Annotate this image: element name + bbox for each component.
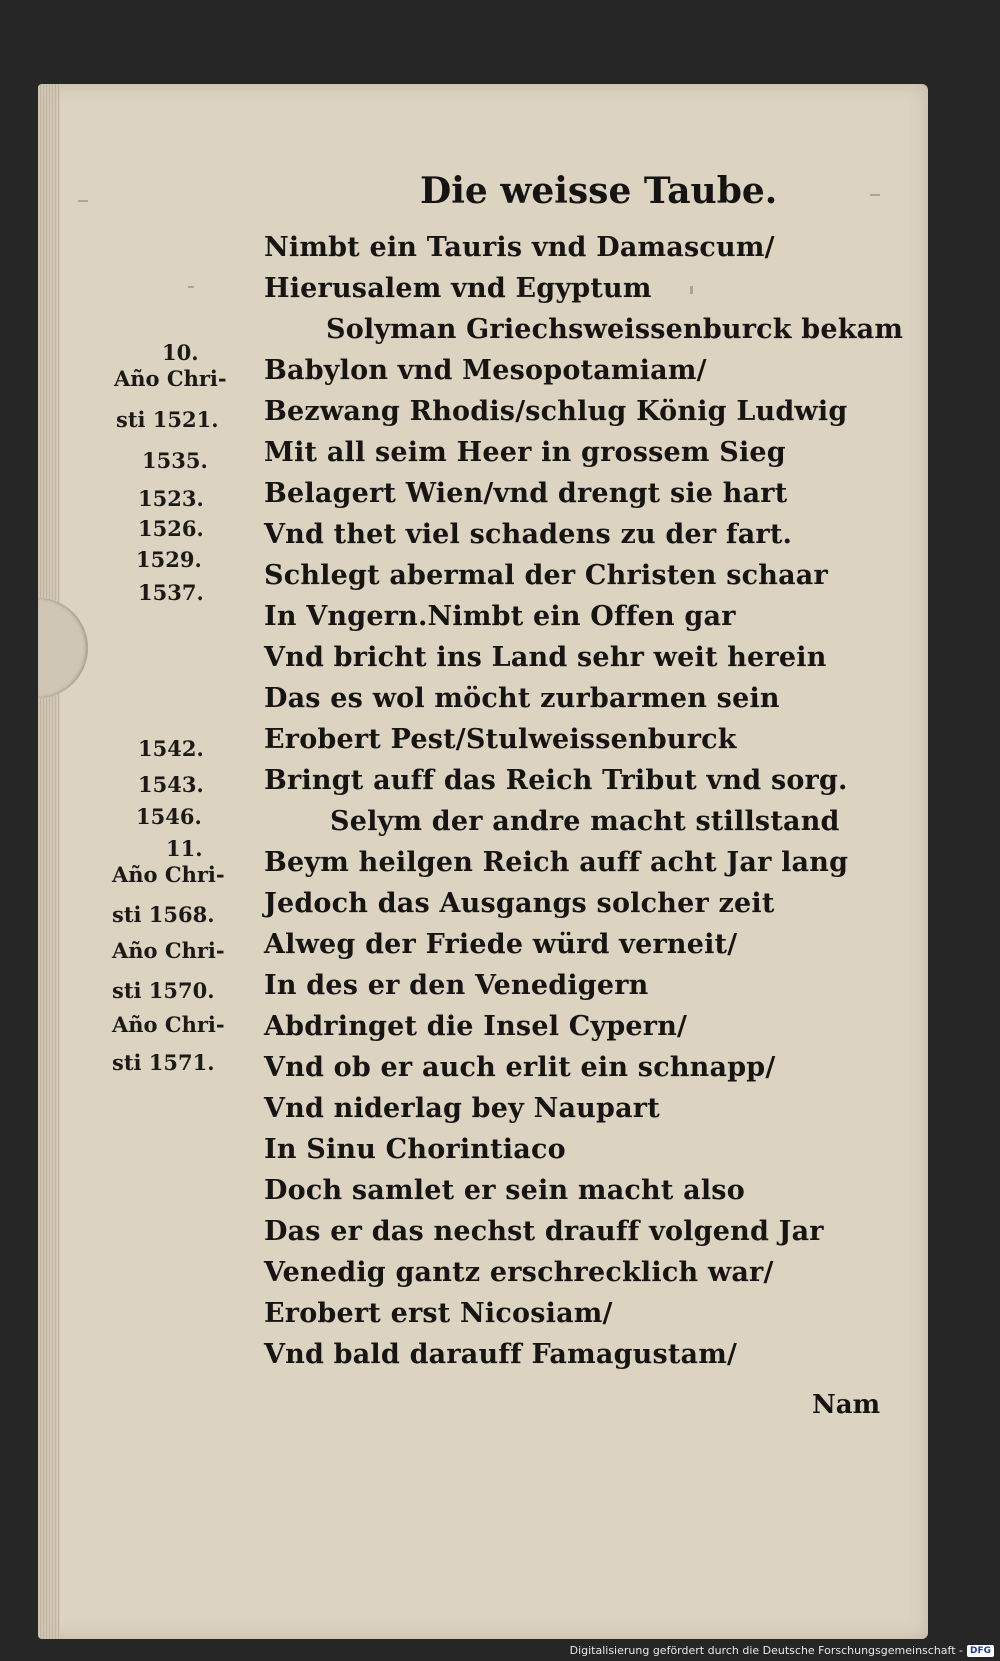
paper-speck (870, 194, 880, 196)
verse-line: Das es wol möcht zurbarmen sein (264, 683, 780, 714)
verse-line: Mit all seim Heer in grossem Sieg (264, 437, 786, 468)
verse-line: Das er das nechst drauff volgend Jar (264, 1216, 824, 1247)
margin-note: 10. (162, 340, 199, 365)
verse-line: Schlegt abermal der Christen schaar (264, 560, 828, 591)
verse-line: Alweg der Friede würd verneit/ (264, 929, 738, 960)
verse-line: Beym heilgen Reich auff acht Jar lang (264, 847, 849, 878)
verse-line: Hierusalem vnd Egyptum (264, 273, 652, 304)
margin-note: Año Chri- (112, 1012, 225, 1037)
verse-line: In Vngern.Nimbt ein Offen gar (264, 601, 736, 632)
margin-note: 1535. (142, 448, 208, 473)
verse-line: In Sinu Chorintiaco (264, 1134, 566, 1165)
margin-note: sti 1571. (112, 1050, 215, 1075)
margin-note: sti 1568. (112, 902, 215, 927)
page-stack-edge (38, 84, 60, 1639)
catchword: Nam (812, 1390, 881, 1420)
margin-note: 1526. (138, 516, 204, 541)
verse-line: In des er den Venedigern (264, 970, 649, 1001)
margin-note: sti 1521. (116, 407, 219, 432)
margin-note: 11. (166, 836, 203, 861)
paper-speck (188, 286, 194, 288)
margin-note: 1546. (136, 804, 202, 829)
margin-note: 1523. (138, 486, 204, 511)
verse-line: Belagert Wien/vnd drengt sie hart (264, 478, 788, 509)
verse-line: Babylon vnd Mesopotamiam/ (264, 355, 707, 386)
verse-line: Erobert Pest/Stulweissenburck (264, 724, 737, 755)
verse-line: Vnd ob er auch erlit ein schnapp/ (264, 1052, 776, 1083)
verse-line: Doch samlet er sein macht also (264, 1175, 745, 1206)
verse-line: Solyman Griechsweissenburck bekam (326, 314, 904, 345)
verse-line: Vnd bricht ins Land sehr weit herein (264, 642, 827, 673)
margin-note: 1543. (138, 772, 204, 797)
margin-note: Año Chri- (112, 862, 225, 887)
margin-note: 1542. (138, 736, 204, 761)
dfg-logo-icon: DFG (967, 1645, 994, 1657)
verse-line: Selym der andre macht stillstand (330, 806, 840, 837)
verse-line: Bringt auff das Reich Tribut vnd sorg. (264, 765, 848, 796)
paper-speck (690, 286, 693, 294)
paper-speck (78, 200, 88, 202)
verse-line: Bezwang Rhodis/schlug König Ludwig (264, 396, 848, 427)
verse-line: Nimbt ein Tauris vnd Damascum/ (264, 232, 775, 263)
verse-line: Abdringet die Insel Cypern/ (264, 1011, 688, 1042)
margin-note: sti 1570. (112, 978, 215, 1003)
digitization-footer (570, 1644, 994, 1657)
margin-note: 1529. (136, 547, 202, 572)
margin-note: Año Chri- (114, 366, 227, 391)
verse-line: Vnd bald darauff Famagustam/ (264, 1339, 738, 1370)
verse-line: Vnd niderlag bey Naupart (264, 1093, 660, 1124)
verse-line: Erobert erst Nicosiam/ (264, 1298, 613, 1329)
margin-note: Año Chri- (112, 938, 225, 963)
verse-line: Vnd thet viel schadens zu der fart. (264, 519, 793, 550)
margin-note: 1537. (138, 580, 204, 605)
running-head: Die weisse Taube. (420, 170, 778, 212)
verse-line: Venedig gantz erschrecklich war/ (264, 1257, 774, 1288)
digitization-note: Digitalisierung gefördert durch die Deutsche Forschungsgemeinschaft - (569, 1644, 963, 1657)
verse-line: Jedoch das Ausgangs solcher zeit (264, 888, 775, 919)
